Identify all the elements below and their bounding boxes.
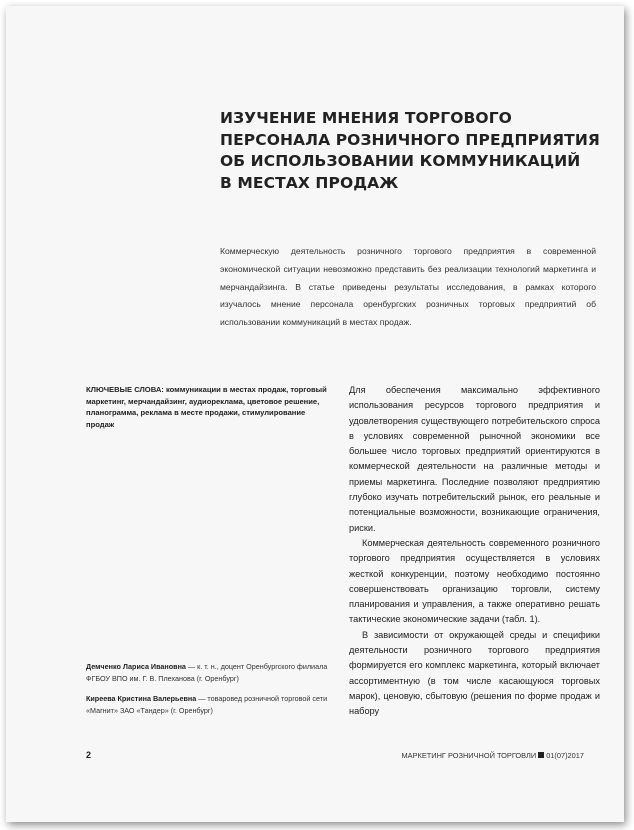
journal-issue: 01(07)2017 (546, 751, 584, 760)
abstract: Коммерческую деятельность розничного торгового предприятия в современной экономической ситуации невозможно представить без реализации технологий маркетинга и мерчандайзинга. В статье приведены результаты исследования, в рамках которого изучалось мнение персонала оренбургских розничных торговых предприятий об использовании коммуникаций в местах продаж. (220, 246, 596, 328)
square-separator-icon (538, 752, 544, 758)
body-text-column (349, 383, 600, 720)
author-affiliation: — к. т. н., доцент Оренбургского филиала ФГБОУ ВПО им. Г. В. Плеханова (г. Оренбург) (86, 662, 328, 683)
article-title (220, 108, 600, 194)
author-name: Киреева Кристина Валерьевна (86, 694, 197, 703)
title-line: ИЗУЧЕНИЕ МНЕНИЯ ТОРГОВОГО (220, 109, 512, 127)
author-name: Демченко Лариса Ивановна (86, 662, 186, 671)
author-info (86, 661, 336, 685)
keywords: КЛЮЧЕВЫЕ СЛОВА: коммуникации в местах продаж, торговый маркетинг, мерчандайзинг, аудиореклама, цветовое решение, планограмма, реклама в месте продажи, стимулирование продаж (86, 385, 327, 429)
title-line: ПЕРСОНАЛА РОЗНИЧНОГО ПРЕДПРИЯТИЯ (220, 130, 600, 149)
author-info (86, 693, 336, 717)
body-paragraph: В зависимости от окружающей среды и специфики деятельности розничного торгового предприятия формируется его комплекс маркетинга, который включает ассортиментную (в том числе касающуюся торговых марок), ценовую, сбытовую (решения по форме продаж и набору (349, 629, 600, 717)
running-footer (402, 751, 585, 760)
journal-page (6, 6, 624, 822)
title-line: ОБ ИСПОЛЬЗОВАНИИ КОММУНИКАЦИЙ (220, 152, 581, 170)
body-paragraph: Коммерческая деятельность современного розничного торгового предприятия осуществляется в условиях жесткой конкуренции, поэтому необходимо постоянно совершенствовать организацию торговли, систему планирования и управления, а также оперативно решать тактические экономические задачи (табл. 1). (349, 537, 600, 625)
author-affiliation: — товаровед розничной торговой сети «Магнит» ЗАО «Тандер» (г. Оренбург) (86, 694, 328, 715)
journal-name: МАРКЕТИНГ РОЗНИЧНОЙ ТОРГОВЛИ (401, 751, 537, 760)
body-paragraph: Для обеспечения максимально эффективного использования ресурсов торгового предприятия и удовлетворения существующего потребительского спроса в условиях современной рыночной экономики все большее число торговых предприятий ориентируются в коммерческой деятельности на различные методы и приемы маркетинга. Последние позволяют предприятию глубоко изучать потребительский рынок, его реальные и потенциальные возможности, возникающие ограничения, риски. (349, 385, 600, 533)
title-line: В МЕСТАХ ПРОДАЖ (220, 173, 399, 192)
page-number: 2 (86, 750, 92, 760)
